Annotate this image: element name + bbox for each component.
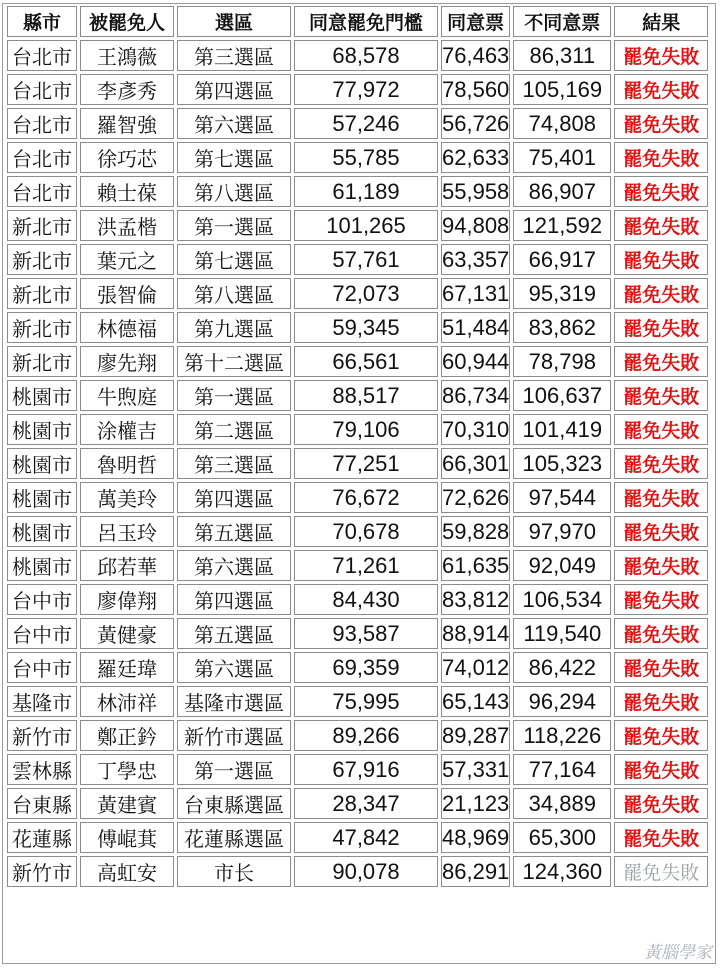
table-row bbox=[7, 822, 708, 853]
result-cell: 罷免失敗 bbox=[614, 788, 708, 819]
county-cell: 新北市 bbox=[7, 210, 77, 241]
table-row bbox=[7, 482, 708, 513]
agree-votes-cell: 48,969 bbox=[441, 822, 510, 853]
table-row bbox=[7, 414, 708, 445]
agree-votes-cell: 21,123 bbox=[441, 788, 510, 819]
district-cell: 第三選區 bbox=[177, 40, 291, 71]
county-cell: 新北市 bbox=[7, 278, 77, 309]
recalled-person-cell: 羅廷瑋 bbox=[80, 652, 174, 683]
table-row bbox=[7, 74, 708, 105]
disagree-votes-cell: 77,164 bbox=[513, 754, 611, 785]
threshold-cell: 61,189 bbox=[294, 176, 438, 207]
recalled-person-cell: 羅智強 bbox=[80, 108, 174, 139]
header-county: 縣市 bbox=[7, 6, 77, 37]
district-cell: 第一選區 bbox=[177, 210, 291, 241]
header-district: 選區 bbox=[177, 6, 291, 37]
table-row bbox=[7, 618, 708, 649]
disagree-votes-cell: 97,970 bbox=[513, 516, 611, 547]
recalled-person-cell: 徐巧芯 bbox=[80, 142, 174, 173]
disagree-votes-cell: 97,544 bbox=[513, 482, 611, 513]
agree-votes-cell: 60,944 bbox=[441, 346, 510, 377]
disagree-votes-cell: 65,300 bbox=[513, 822, 611, 853]
result-cell: 罷免失敗 bbox=[614, 40, 708, 71]
header-row bbox=[7, 6, 708, 37]
county-cell: 新竹市 bbox=[7, 720, 77, 751]
recalled-person-cell: 林沛祥 bbox=[80, 686, 174, 717]
recalled-person-cell: 黃健豪 bbox=[80, 618, 174, 649]
table-row bbox=[7, 686, 708, 717]
threshold-cell: 72,073 bbox=[294, 278, 438, 309]
result-cell: 罷免失敗 bbox=[614, 822, 708, 853]
table-row bbox=[7, 40, 708, 71]
county-cell: 台北市 bbox=[7, 142, 77, 173]
table-body bbox=[7, 40, 708, 887]
threshold-cell: 89,266 bbox=[294, 720, 438, 751]
table-row bbox=[7, 210, 708, 241]
county-cell: 台中市 bbox=[7, 652, 77, 683]
disagree-votes-cell: 92,049 bbox=[513, 550, 611, 581]
disagree-votes-cell: 121,592 bbox=[513, 210, 611, 241]
result-cell: 罷免失敗 bbox=[614, 108, 708, 139]
recalled-person-cell: 葉元之 bbox=[80, 244, 174, 275]
agree-votes-cell: 86,734 bbox=[441, 380, 510, 411]
district-cell: 第八選區 bbox=[177, 176, 291, 207]
disagree-votes-cell: 106,534 bbox=[513, 584, 611, 615]
threshold-cell: 75,995 bbox=[294, 686, 438, 717]
disagree-votes-cell: 95,319 bbox=[513, 278, 611, 309]
recalled-person-cell: 廖先翔 bbox=[80, 346, 174, 377]
table-row bbox=[7, 788, 708, 819]
county-cell: 台北市 bbox=[7, 40, 77, 71]
district-cell: 第四選區 bbox=[177, 74, 291, 105]
county-cell: 桃園市 bbox=[7, 380, 77, 411]
district-cell: 第八選區 bbox=[177, 278, 291, 309]
county-cell: 基隆市 bbox=[7, 686, 77, 717]
recalled-person-cell: 呂玉玲 bbox=[80, 516, 174, 547]
result-cell: 罷免失敗 bbox=[614, 754, 708, 785]
recalled-person-cell: 涂權吉 bbox=[80, 414, 174, 445]
result-cell: 罷免失敗 bbox=[614, 278, 708, 309]
result-cell: 罷免失敗 bbox=[614, 584, 708, 615]
disagree-votes-cell: 83,862 bbox=[513, 312, 611, 343]
result-cell: 罷免失敗 bbox=[614, 618, 708, 649]
agree-votes-cell: 63,357 bbox=[441, 244, 510, 275]
threshold-cell: 70,678 bbox=[294, 516, 438, 547]
district-cell: 第四選區 bbox=[177, 482, 291, 513]
result-cell: 罷免失敗 bbox=[614, 856, 708, 887]
agree-votes-cell: 61,635 bbox=[441, 550, 510, 581]
threshold-cell: 88,517 bbox=[294, 380, 438, 411]
result-cell: 罷免失敗 bbox=[614, 74, 708, 105]
district-cell: 第六選區 bbox=[177, 652, 291, 683]
recalled-person-cell: 魯明哲 bbox=[80, 448, 174, 479]
recalled-person-cell: 牛煦庭 bbox=[80, 380, 174, 411]
disagree-votes-cell: 124,360 bbox=[513, 856, 611, 887]
header-result: 結果 bbox=[614, 6, 708, 37]
county-cell: 台中市 bbox=[7, 584, 77, 615]
threshold-cell: 84,430 bbox=[294, 584, 438, 615]
recalled-person-cell: 李彥秀 bbox=[80, 74, 174, 105]
threshold-cell: 90,078 bbox=[294, 856, 438, 887]
county-cell: 台中市 bbox=[7, 618, 77, 649]
threshold-cell: 77,972 bbox=[294, 74, 438, 105]
recalled-person-cell: 丁學忠 bbox=[80, 754, 174, 785]
county-cell: 台東縣 bbox=[7, 788, 77, 819]
district-cell: 花蓮縣選區 bbox=[177, 822, 291, 853]
agree-votes-cell: 83,812 bbox=[441, 584, 510, 615]
agree-votes-cell: 86,291 bbox=[441, 856, 510, 887]
agree-votes-cell: 74,012 bbox=[441, 652, 510, 683]
table-row bbox=[7, 108, 708, 139]
table-row bbox=[7, 720, 708, 751]
header-recalled-person: 被罷免人 bbox=[80, 6, 174, 37]
recalled-person-cell: 邱若華 bbox=[80, 550, 174, 581]
agree-votes-cell: 94,808 bbox=[441, 210, 510, 241]
county-cell: 桃園市 bbox=[7, 482, 77, 513]
recalled-person-cell: 黃建賓 bbox=[80, 788, 174, 819]
threshold-cell: 67,916 bbox=[294, 754, 438, 785]
table-row bbox=[7, 550, 708, 581]
table-row bbox=[7, 856, 708, 887]
table-header bbox=[7, 6, 708, 37]
county-cell: 新北市 bbox=[7, 244, 77, 275]
recalled-person-cell: 賴士葆 bbox=[80, 176, 174, 207]
disagree-votes-cell: 101,419 bbox=[513, 414, 611, 445]
agree-votes-cell: 76,463 bbox=[441, 40, 510, 71]
district-cell: 第三選區 bbox=[177, 448, 291, 479]
agree-votes-cell: 62,633 bbox=[441, 142, 510, 173]
recalled-person-cell: 傅崐萁 bbox=[80, 822, 174, 853]
threshold-cell: 28,347 bbox=[294, 788, 438, 819]
district-cell: 台東縣選區 bbox=[177, 788, 291, 819]
district-cell: 第九選區 bbox=[177, 312, 291, 343]
result-cell: 罷免失敗 bbox=[614, 414, 708, 445]
table-row bbox=[7, 516, 708, 547]
result-cell: 罷免失敗 bbox=[614, 686, 708, 717]
result-cell: 罷免失敗 bbox=[614, 176, 708, 207]
table-row bbox=[7, 584, 708, 615]
agree-votes-cell: 78,560 bbox=[441, 74, 510, 105]
table-row bbox=[7, 448, 708, 479]
disagree-votes-cell: 86,422 bbox=[513, 652, 611, 683]
threshold-cell: 59,345 bbox=[294, 312, 438, 343]
result-cell: 罷免失敗 bbox=[614, 346, 708, 377]
table-row bbox=[7, 754, 708, 785]
disagree-votes-cell: 66,917 bbox=[513, 244, 611, 275]
recalled-person-cell: 廖偉翔 bbox=[80, 584, 174, 615]
threshold-cell: 57,761 bbox=[294, 244, 438, 275]
county-cell: 新北市 bbox=[7, 346, 77, 377]
county-cell: 桃園市 bbox=[7, 414, 77, 445]
disagree-votes-cell: 78,798 bbox=[513, 346, 611, 377]
threshold-cell: 101,265 bbox=[294, 210, 438, 241]
disagree-votes-cell: 105,323 bbox=[513, 448, 611, 479]
table-row bbox=[7, 278, 708, 309]
result-cell: 罷免失敗 bbox=[614, 516, 708, 547]
district-cell: 第二選區 bbox=[177, 414, 291, 445]
county-cell: 桃園市 bbox=[7, 448, 77, 479]
threshold-cell: 57,246 bbox=[294, 108, 438, 139]
disagree-votes-cell: 106,637 bbox=[513, 380, 611, 411]
table-row bbox=[7, 244, 708, 275]
threshold-cell: 69,359 bbox=[294, 652, 438, 683]
agree-votes-cell: 57,331 bbox=[441, 754, 510, 785]
result-cell: 罷免失敗 bbox=[614, 210, 708, 241]
disagree-votes-cell: 34,889 bbox=[513, 788, 611, 819]
agree-votes-cell: 56,726 bbox=[441, 108, 510, 139]
agree-votes-cell: 89,287 bbox=[441, 720, 510, 751]
county-cell: 桃園市 bbox=[7, 550, 77, 581]
threshold-cell: 55,785 bbox=[294, 142, 438, 173]
header-threshold: 同意罷免門檻 bbox=[294, 6, 438, 37]
agree-votes-cell: 72,626 bbox=[441, 482, 510, 513]
county-cell: 花蓮縣 bbox=[7, 822, 77, 853]
recalled-person-cell: 林德福 bbox=[80, 312, 174, 343]
agree-votes-cell: 70,310 bbox=[441, 414, 510, 445]
recall-results-table bbox=[4, 3, 711, 890]
result-cell: 罷免失敗 bbox=[614, 550, 708, 581]
county-cell: 新北市 bbox=[7, 312, 77, 343]
threshold-cell: 47,842 bbox=[294, 822, 438, 853]
recalled-person-cell: 王鴻薇 bbox=[80, 40, 174, 71]
county-cell: 台北市 bbox=[7, 108, 77, 139]
district-cell: 第六選區 bbox=[177, 108, 291, 139]
recalled-person-cell: 鄭正鈐 bbox=[80, 720, 174, 751]
result-cell: 罷免失敗 bbox=[614, 652, 708, 683]
threshold-cell: 76,672 bbox=[294, 482, 438, 513]
disagree-votes-cell: 118,226 bbox=[513, 720, 611, 751]
county-cell: 台北市 bbox=[7, 176, 77, 207]
district-cell: 第七選區 bbox=[177, 142, 291, 173]
table-row bbox=[7, 142, 708, 173]
threshold-cell: 93,587 bbox=[294, 618, 438, 649]
county-cell: 桃園市 bbox=[7, 516, 77, 547]
district-cell: 第一選區 bbox=[177, 754, 291, 785]
threshold-cell: 66,561 bbox=[294, 346, 438, 377]
watermark: 黃腦學家 bbox=[644, 943, 712, 963]
threshold-cell: 79,106 bbox=[294, 414, 438, 445]
district-cell: 第七選區 bbox=[177, 244, 291, 275]
district-cell: 第五選區 bbox=[177, 618, 291, 649]
result-cell: 罷免失敗 bbox=[614, 142, 708, 173]
agree-votes-cell: 51,484 bbox=[441, 312, 510, 343]
table-row bbox=[7, 346, 708, 377]
table-row bbox=[7, 380, 708, 411]
header-agree-votes: 同意票 bbox=[441, 6, 510, 37]
recalled-person-cell: 萬美玲 bbox=[80, 482, 174, 513]
threshold-cell: 71,261 bbox=[294, 550, 438, 581]
district-cell: 第四選區 bbox=[177, 584, 291, 615]
table-row bbox=[7, 176, 708, 207]
county-cell: 新竹市 bbox=[7, 856, 77, 887]
threshold-cell: 68,578 bbox=[294, 40, 438, 71]
disagree-votes-cell: 119,540 bbox=[513, 618, 611, 649]
recalled-person-cell: 洪孟楷 bbox=[80, 210, 174, 241]
result-cell: 罷免失敗 bbox=[614, 448, 708, 479]
agree-votes-cell: 55,958 bbox=[441, 176, 510, 207]
result-cell: 罷免失敗 bbox=[614, 244, 708, 275]
table-row bbox=[7, 312, 708, 343]
table-row bbox=[7, 652, 708, 683]
result-cell: 罷免失敗 bbox=[614, 312, 708, 343]
recalled-person-cell: 高虹安 bbox=[80, 856, 174, 887]
disagree-votes-cell: 74,808 bbox=[513, 108, 611, 139]
result-cell: 罷免失敗 bbox=[614, 720, 708, 751]
district-cell: 第十二選區 bbox=[177, 346, 291, 377]
district-cell: 第五選區 bbox=[177, 516, 291, 547]
agree-votes-cell: 88,914 bbox=[441, 618, 510, 649]
agree-votes-cell: 66,301 bbox=[441, 448, 510, 479]
district-cell: 第六選區 bbox=[177, 550, 291, 581]
disagree-votes-cell: 105,169 bbox=[513, 74, 611, 105]
result-cell: 罷免失敗 bbox=[614, 482, 708, 513]
agree-votes-cell: 59,828 bbox=[441, 516, 510, 547]
header-disagree-votes: 不同意票 bbox=[513, 6, 611, 37]
disagree-votes-cell: 96,294 bbox=[513, 686, 611, 717]
recalled-person-cell: 張智倫 bbox=[80, 278, 174, 309]
district-cell: 市长 bbox=[177, 856, 291, 887]
county-cell: 雲林縣 bbox=[7, 754, 77, 785]
disagree-votes-cell: 86,907 bbox=[513, 176, 611, 207]
threshold-cell: 77,251 bbox=[294, 448, 438, 479]
district-cell: 新竹市選區 bbox=[177, 720, 291, 751]
result-cell: 罷免失敗 bbox=[614, 380, 708, 411]
district-cell: 第一選區 bbox=[177, 380, 291, 411]
agree-votes-cell: 67,131 bbox=[441, 278, 510, 309]
disagree-votes-cell: 86,311 bbox=[513, 40, 611, 71]
district-cell: 基隆市選區 bbox=[177, 686, 291, 717]
county-cell: 台北市 bbox=[7, 74, 77, 105]
agree-votes-cell: 65,143 bbox=[441, 686, 510, 717]
disagree-votes-cell: 75,401 bbox=[513, 142, 611, 173]
